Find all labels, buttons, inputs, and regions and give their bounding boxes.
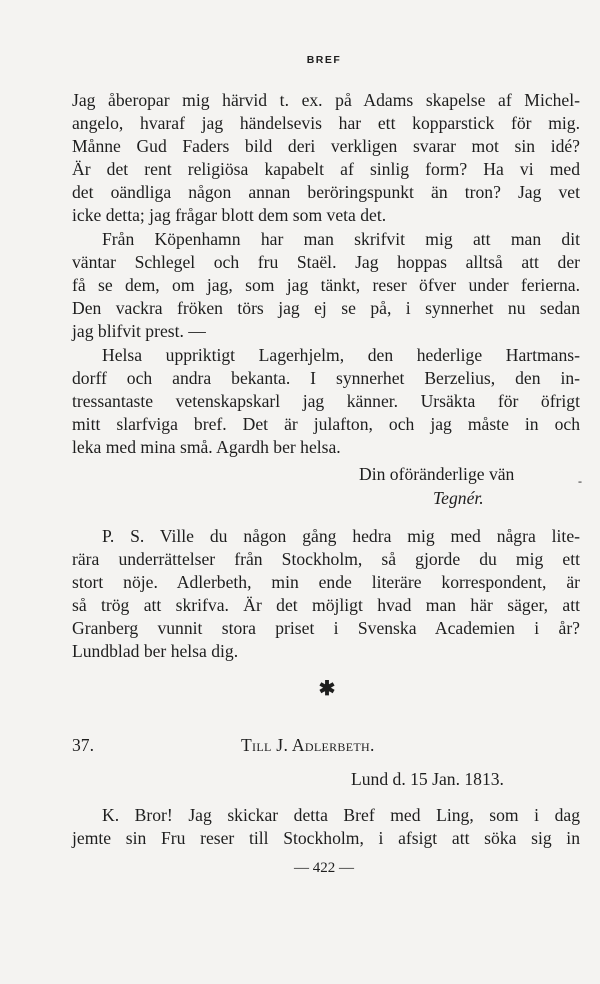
margin-mark: - xyxy=(578,474,582,488)
dateline: Lund d. 15 Jan. 1813. xyxy=(351,769,504,789)
letter-title: Till J. Adlerbeth. xyxy=(241,735,375,755)
letter-body-line: K. Bror! Jag skickar detta Bref med Ling, som i dag xyxy=(102,805,580,825)
text-line: väntar Schlegel och fru Staël. Jag hoppas alltså att der xyxy=(72,252,580,272)
text-line: Är det rent religiösa kapabelt af sinlig form? Ha vi med xyxy=(72,159,580,179)
postscript-line: Lundblad ber helsa dig. xyxy=(72,641,239,661)
text-line: angelo, hvaraf jag händelsevis har ett kopparstick för mig. xyxy=(72,113,580,133)
running-header: BREF xyxy=(306,54,342,66)
text-line: Helsa uppriktigt Lagerhjelm, den hederlige Hartmans- xyxy=(102,345,580,365)
text-line: få se dem, om jag, som jag tänkt, reser öfver under ferierna. xyxy=(72,275,580,295)
postscript-line: så trög att skrifva. Är det möjligt hvad man här säger, att xyxy=(72,595,580,615)
text-line: Den vackra fröken törs jag ej se på, i synnerhet nu sedan xyxy=(72,298,580,318)
closing-line: Din oföränderlige vän xyxy=(359,464,515,484)
text-line: jag blifvit prest. — xyxy=(72,321,206,341)
text-line: leka med mina små. Agardh ber helsa. xyxy=(72,437,341,457)
text-line: Månne Gud Faders bild deri verkligen svarar mot sin idé? xyxy=(72,136,580,156)
postscript-line: Granberg vunnit stora priset i Svenska Academien i år? xyxy=(72,618,580,638)
section-separator-icon: ✱ xyxy=(318,678,336,700)
text-line: tressantaste vetenskapskarl jag känner. Ursäkta för öfrigt xyxy=(72,391,580,411)
page-number: — 422 — xyxy=(294,860,354,876)
text-line: icke detta; jag frågar blott dem som veta det. xyxy=(72,205,387,225)
text-line: mitt slarfviga bref. Det är julafton, och jag måste in och xyxy=(72,414,580,434)
letter-body-line: jemte sin Fru reser till Stockholm, i afsigt att söka sig in xyxy=(72,828,580,848)
postscript-line: stort nöje. Adlerbeth, min ende literäre korrespondent, är xyxy=(72,572,580,592)
text-line: det oändliga någon annan beröringspunkt än tron? Jag vet xyxy=(72,182,580,202)
signature: Tegnér. xyxy=(433,488,484,508)
text-line: Jag åberopar mig härvid t. ex. på Adams skapelse af Michel- xyxy=(72,90,580,110)
text-line: Från Köpenhamn har man skrifvit mig att man dit xyxy=(102,229,580,249)
postscript-line: P. S. Ville du någon gång hedra mig med några lite- xyxy=(102,526,580,546)
postscript-line: rära underrättelser från Stockholm, så gjorde du mig ett xyxy=(72,549,580,569)
text-line: dorff och andra bekanta. I synnerhet Berzelius, den in- xyxy=(72,368,580,388)
letter-number: 37. xyxy=(72,735,94,755)
